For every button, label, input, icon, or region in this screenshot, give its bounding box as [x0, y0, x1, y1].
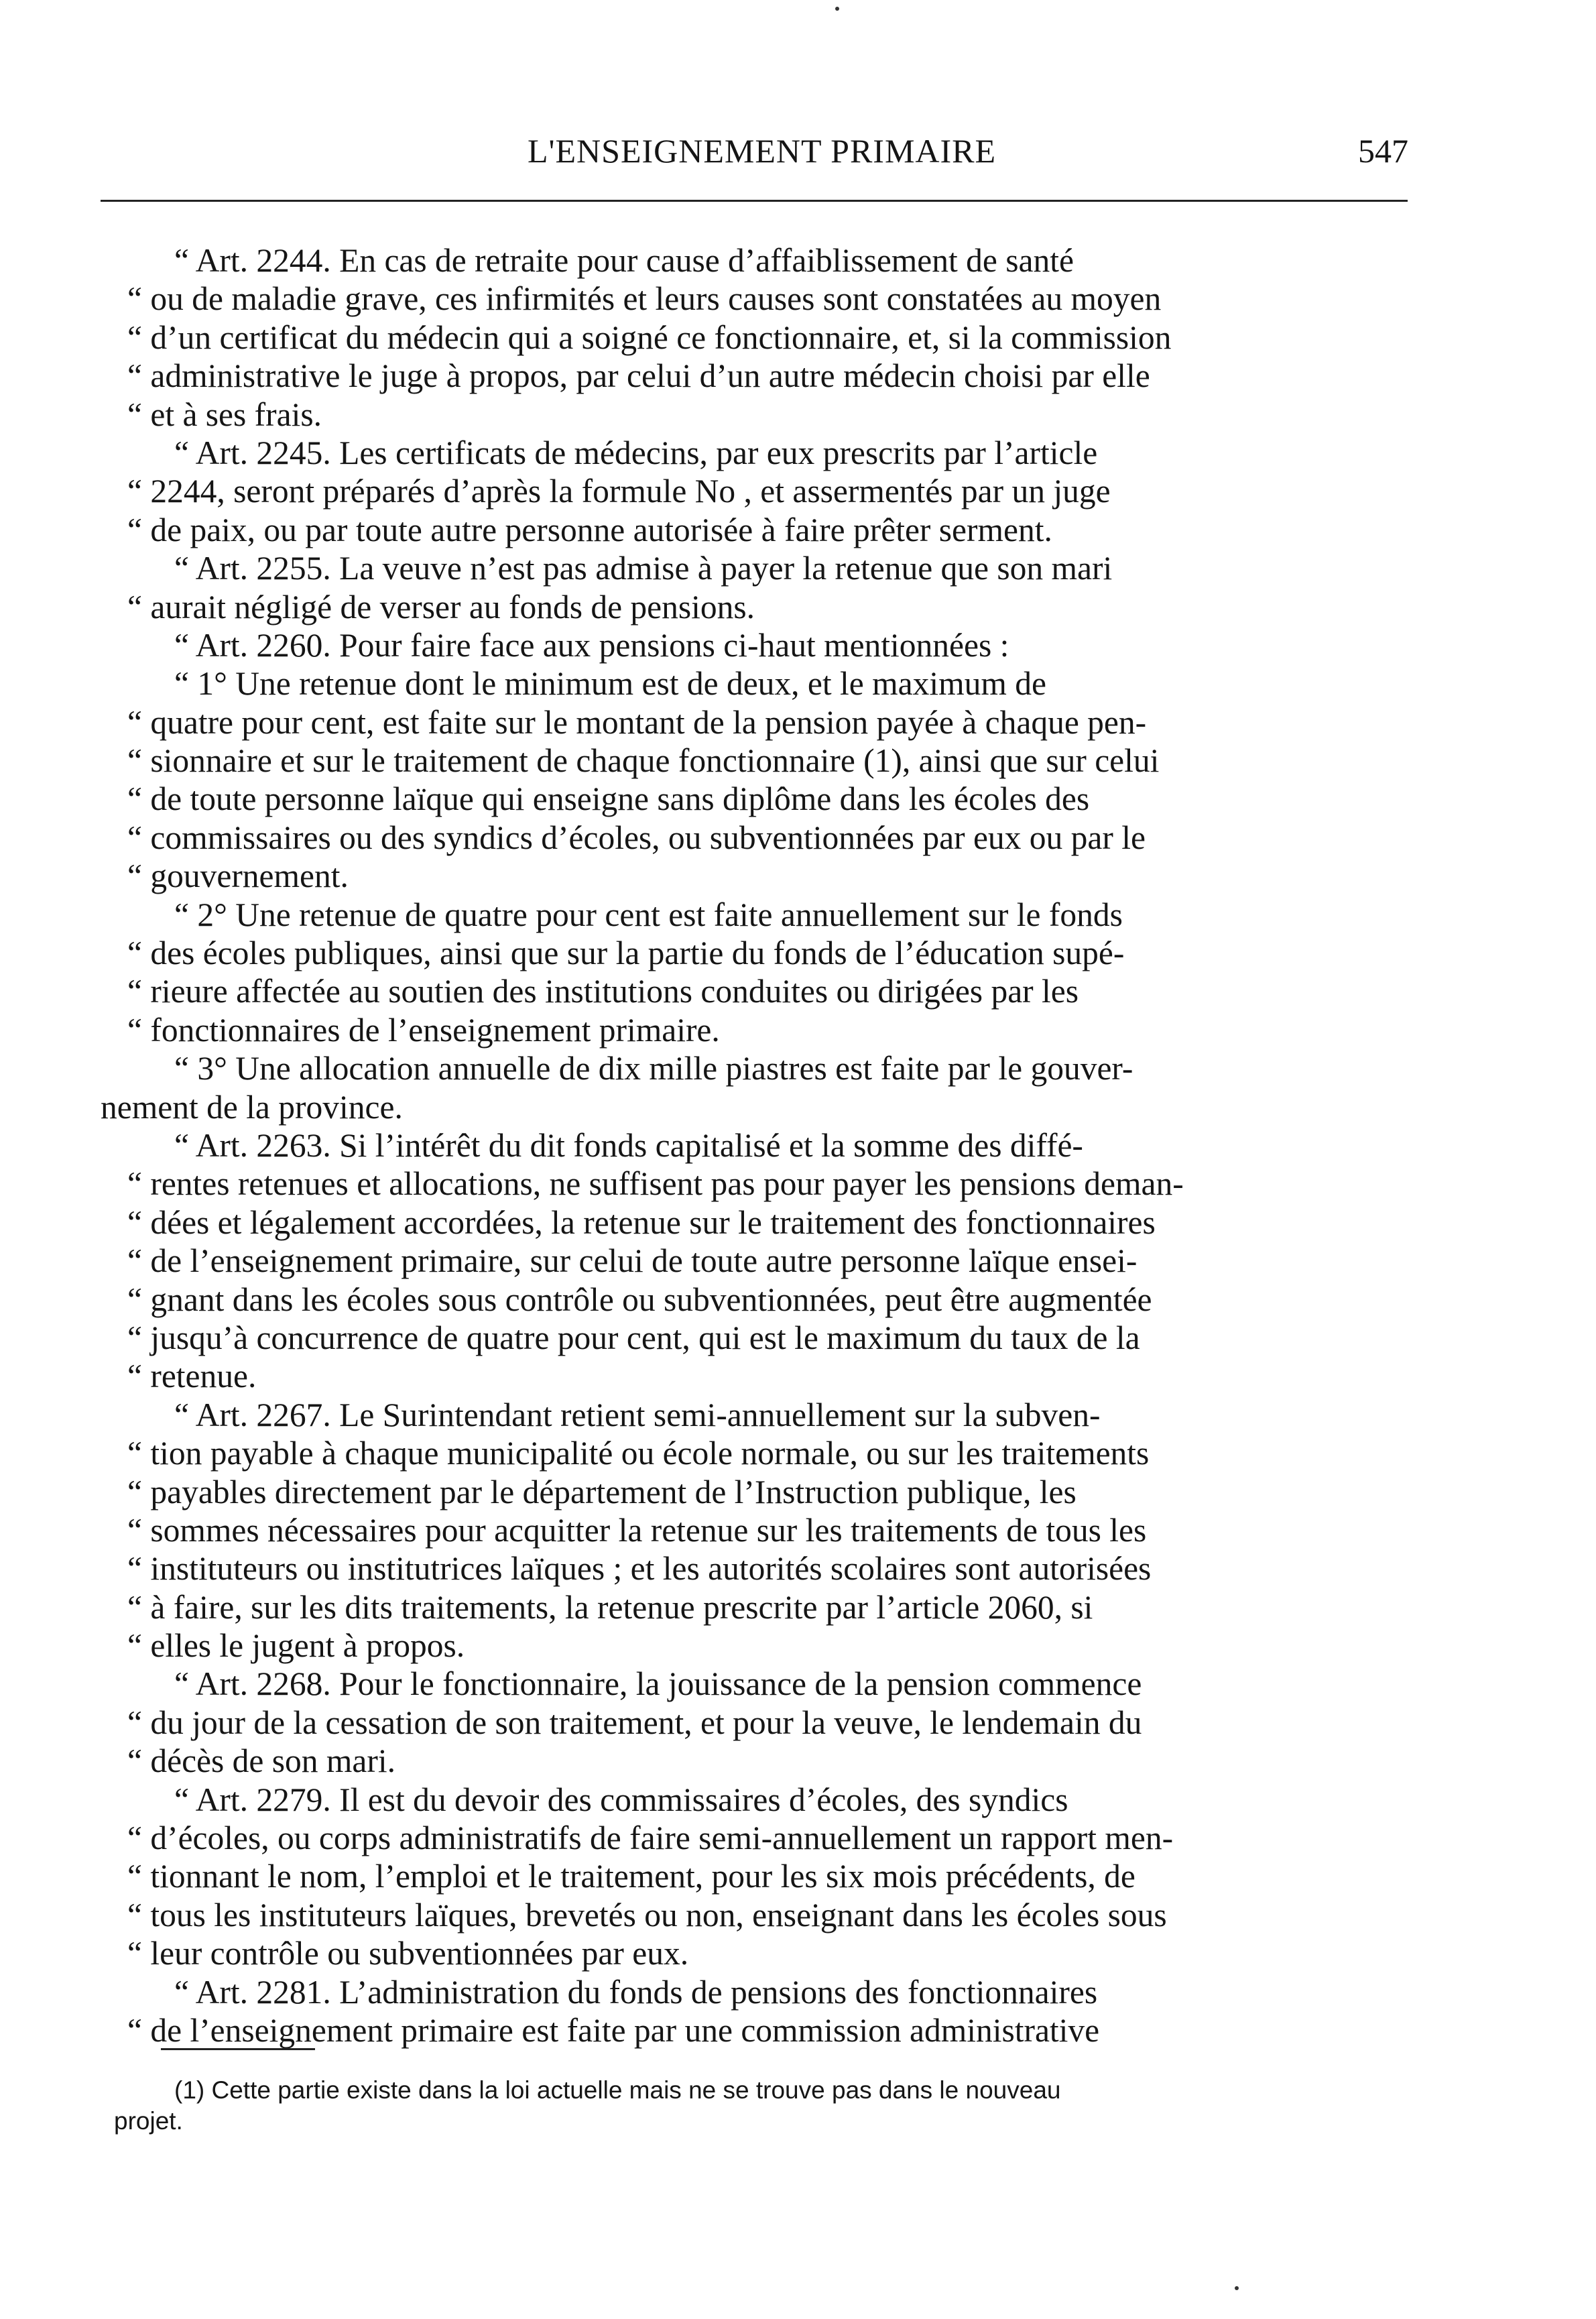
footnote	[114, 2075, 1414, 2137]
print-speck	[835, 7, 839, 11]
text-line: “ d’écoles, ou corps administratifs de faire semi-annuellement un rapport men-	[127, 1820, 1174, 1857]
text-line: “ 2° Une retenue de quatre pour cent est faite annuellement sur le fonds	[174, 896, 1123, 933]
text-line: “ Art. 2245. Les certificats de médecins, par eux prescrits par l’article	[174, 434, 1098, 471]
page-number: 547	[1358, 132, 1408, 170]
text-line: “ des écoles publiques, ainsi que sur la partie du fonds de l’éducation supé-	[127, 935, 1125, 972]
footnote-rule	[161, 2048, 315, 2050]
text-line: “ quatre pour cent, est faite sur le montant de la pension payée à chaque pen-	[127, 703, 1147, 741]
text-line: “ et à ses frais.	[127, 396, 322, 433]
text-line: “ aurait négligé de verser au fonds de pensions.	[127, 588, 755, 626]
text-line: “ elles le jugent à propos.	[127, 1627, 465, 1665]
running-head: L'ENSEIGNEMENT PRIMAIRE	[527, 132, 997, 170]
text-line: “ tous les instituteurs laïques, brevetés ou non, enseignant dans les écoles sous	[127, 1896, 1167, 1934]
text-line: “ rieure affectée au soutien des institutions conduites ou dirigées par les	[127, 973, 1079, 1010]
text-line: “ dées et légalement accordées, la retenue sur le traitement des fonctionnaires	[127, 1203, 1156, 1241]
header-rule	[101, 200, 1408, 202]
text-line: “ 3° Une allocation annuelle de dix mille piastres est faite par le gouver-	[174, 1050, 1133, 1087]
text-line: “ Art. 2281. L’administration du fonds de pensions des fonctionnaires	[174, 1973, 1098, 2011]
text-line: “ tion payable à chaque municipalité ou école normale, ou sur les traitements	[127, 1435, 1150, 1472]
text-line: “ sommes nécessaires pour acquitter la retenue sur les traitements de tous les	[127, 1511, 1147, 1549]
text-line: “ Art. 2244. En cas de retraite pour cause d’affaiblissement de santé	[174, 242, 1074, 279]
text-line: “ ou de maladie grave, ces infirmités et leurs causes sont constatées au moyen	[127, 280, 1162, 318]
print-speck	[1235, 2286, 1239, 2290]
text-line: “ Art. 2255. La veuve n’est pas admise à payer la retenue que son mari	[174, 550, 1113, 587]
text-line: “ rentes retenues et allocations, ne suffisent pas pour payer les pensions deman-	[127, 1165, 1184, 1203]
text-line: “ jusqu’à concurrence de quatre pour cent, qui est le maximum du taux de la	[127, 1319, 1140, 1356]
text-line: “ de l’enseignement primaire est faite par une commission administrative	[127, 2011, 1100, 2049]
text-line: “ Art. 2268. Pour le fonctionnaire, la jouissance de la pension commence	[174, 1665, 1142, 1703]
text-line: “ de toute personne laïque qui enseigne sans diplôme dans les écoles des	[127, 780, 1090, 818]
text-line: “ de paix, ou par toute autre personne autorisée à faire prêter serment.	[127, 511, 1052, 548]
text-line: “ d’un certificat du médecin qui a soigné ce fonctionnaire, et, si la commission	[127, 318, 1172, 356]
page-header	[115, 131, 1408, 185]
text-line: “ décès de son mari.	[127, 1742, 395, 1780]
text-line: “ Art. 2267. Le Surintendant retient semi-annuellement sur la subven-	[174, 1396, 1101, 1433]
footnote-line: projet.	[114, 2107, 183, 2135]
text-line: “ à faire, sur les dits traitements, la retenue prescrite par l’article 2060, si	[127, 1588, 1093, 1626]
text-line: “ leur contrôle ou subventionnées par eux.	[127, 1935, 689, 1972]
text-line: nement de la province.	[101, 1088, 403, 1126]
text-line: “ fonctionnaires de l’enseignement primaire.	[127, 1011, 720, 1049]
text-line: “ 1° Une retenue dont le minimum est de deux, et le maximum de	[174, 665, 1046, 703]
footnote-line: (1) Cette partie existe dans la loi actuelle mais ne se trouve pas dans le nouveau	[174, 2076, 1061, 2104]
text-line: “ instituteurs ou institutrices laïques ; et les autorités scolaires sont autorisées	[127, 1550, 1152, 1588]
text-line: “ du jour de la cessation de son traitement, et pour la veuve, le lendemain du	[127, 1704, 1142, 1741]
text-line: “ Art. 2260. Pour faire face aux pensions ci-haut mentionnées :	[174, 626, 1009, 664]
body-text	[101, 241, 1414, 2049]
text-line: “ Art. 2263. Si l’intérêt du dit fonds capitalisé et la somme des diffé-	[174, 1126, 1083, 1164]
text-line: “ 2244, seront préparés d’après la formule No , et assermentés par un juge	[127, 473, 1111, 510]
text-line: “ commissaires ou des syndics d’écoles, ou subventionnées par eux ou par le	[127, 819, 1146, 856]
text-line: “ tionnant le nom, l’emploi et le traitement, pour les six mois précédents, de	[127, 1858, 1135, 1895]
text-line: “ sionnaire et sur le traitement de chaque fonctionnaire (1), ainsi que sur celui	[127, 742, 1160, 780]
text-line: “ gnant dans les écoles sous contrôle ou subventionnées, peut être augmentée	[127, 1281, 1152, 1318]
text-line: “ administrative le juge à propos, par celui d’un autre médecin choisi par elle	[127, 357, 1150, 395]
text-line: “ retenue.	[127, 1358, 257, 1395]
text-line: “ payables directement par le département de l’Instruction publique, les	[127, 1473, 1077, 1510]
text-line: “ gouvernement.	[127, 857, 349, 895]
text-line: “ de l’enseignement primaire, sur celui de toute autre personne laïque ensei-	[127, 1242, 1138, 1280]
text-line: “ Art. 2279. Il est du devoir des commissaires d’écoles, des syndics	[174, 1781, 1068, 1818]
